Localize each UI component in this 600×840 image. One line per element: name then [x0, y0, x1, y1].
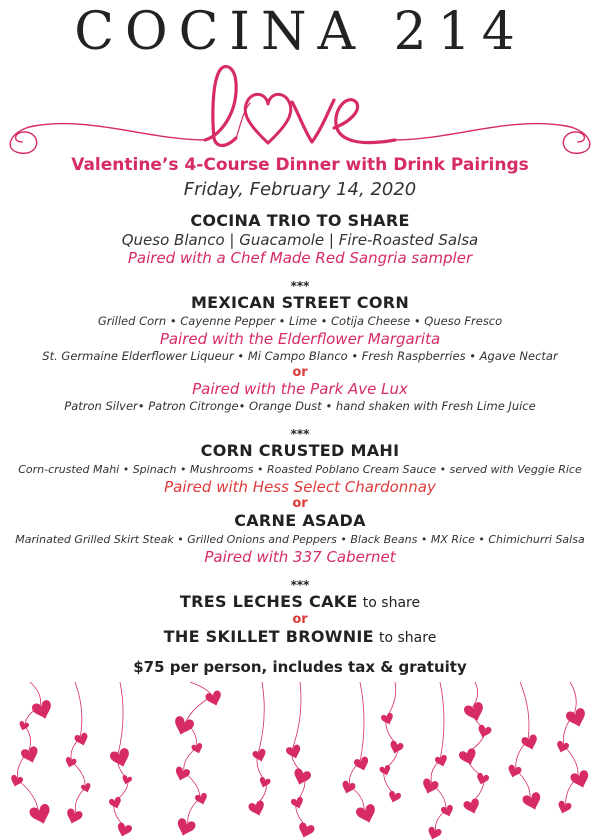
course2-pairing1-details: St. Germaine Elderflower Liqueur • Mi Campo Blanco • Fresh Raspberries • Agave Nectar [42, 349, 558, 363]
course2-pairing1: Paired with the Elderflower Margarita [159, 330, 441, 348]
love-script-logo [0, 58, 600, 158]
hanging-hearts-illustration [0, 682, 600, 840]
heart-icon [388, 740, 404, 756]
vine-line [17, 682, 40, 810]
separator: *** [290, 427, 310, 441]
heart-icon [252, 748, 268, 764]
course3-option2-title: CARNE ASADA [234, 511, 366, 530]
heart-icon [28, 803, 53, 827]
or-label: or [292, 365, 308, 380]
heart-icon [463, 701, 487, 724]
heart-icon [115, 822, 133, 839]
heart-icon [258, 776, 271, 789]
dessert-option2-suffix: to share [379, 630, 437, 646]
heart-icon [296, 822, 315, 840]
dessert-option1 [0, 592, 600, 612]
heart-icon [64, 808, 83, 826]
heart-icon [458, 747, 479, 767]
course3-option1-details: Corn-crusted Mahi • Spinach • Mushrooms • Roasted Poblano Cream Sauce • served with Veggie Rice [18, 463, 582, 476]
heart-icon [555, 740, 570, 754]
heart-icon [426, 826, 442, 840]
dessert-option1-suffix: to share [362, 595, 421, 611]
or-label: or [292, 496, 308, 511]
heart-icon [80, 783, 92, 794]
heart-icon [379, 764, 392, 777]
event-title: Valentine’s 4-Course Dinner with Drink Pairings [71, 155, 529, 175]
course3-option1-title: CORN CRUSTED MAHI [200, 441, 400, 460]
course2-pairing2: Paired with the Park Ave Lux [192, 380, 408, 398]
heart-icon [121, 775, 133, 786]
heart-icon [290, 796, 305, 810]
heart-icon [108, 796, 123, 810]
heart-icon [191, 742, 204, 755]
course3-option2-details: Marinated Grilled Skirt Steak • Grilled Onions and Peppers • Black Beans • MX Rice • Chimichurri Salsa [15, 533, 585, 546]
heart-icon [64, 756, 77, 769]
heart-icon [205, 690, 224, 708]
course2-pairing2-details: Patron Silver• Patron Citronge• Orange Dust • hand shaken with Fresh Lime Juice [64, 399, 536, 413]
heart-icon [171, 715, 195, 738]
heart-icon [20, 745, 41, 765]
heart-icon [194, 792, 209, 806]
heart-icon [31, 699, 55, 722]
vine-line [71, 682, 85, 814]
vine-line [466, 682, 486, 804]
course1-items: Queso Blanco | Guacamole | Fire-Roasted Salsa [121, 231, 479, 249]
heart-icon [174, 817, 196, 838]
heart-icon [521, 791, 543, 812]
separator: *** [290, 279, 310, 293]
vine-line [384, 682, 398, 796]
heart-icon [420, 778, 439, 796]
heart-icon [569, 769, 591, 790]
heart-icon [74, 732, 90, 748]
price-note: $75 per person, includes tax & gratuity [133, 658, 467, 676]
vine-line [184, 682, 212, 824]
heart-icon [285, 744, 303, 761]
course2-ingredients: Grilled Corn • Cayenne Pepper • Lime • Cotija Cheese • Queso Fresco [97, 314, 503, 328]
or-label: or [292, 612, 308, 627]
heart-icon [9, 774, 24, 788]
heart-icon [109, 747, 133, 770]
heart-icon [380, 712, 395, 726]
heart-icon [440, 804, 455, 818]
menu-content [0, 153, 600, 677]
course1-pairing: Paired with a Chef Made Red Sangria sampler [127, 249, 473, 267]
vine-line [349, 682, 364, 810]
heart-icon [475, 772, 490, 786]
restaurant-name: COCINA 214 [74, 2, 526, 62]
heart-icon [434, 754, 449, 768]
heart-icon [387, 790, 402, 804]
dessert-option1-title: TRES LECHES CAKE [179, 592, 358, 611]
course2-title: MEXICAN STREET CORN [190, 293, 410, 312]
separator: *** [290, 578, 310, 592]
heart-icon [463, 798, 482, 816]
vine-line [255, 682, 266, 806]
course3-option2-pairing: Paired with 337 Cabernet [204, 548, 396, 566]
dessert-option2-title: THE SKILLET BROWNIE [163, 627, 374, 646]
heart-icon [556, 800, 572, 816]
heart-icon [565, 707, 589, 730]
course3-option1-pairing: Paired with Hess Select Chardonnay [164, 478, 436, 496]
heart-icon [173, 766, 191, 783]
heart-icon [353, 756, 371, 773]
heart-icon [248, 800, 267, 818]
dessert-option2 [0, 627, 600, 647]
heart-icon [506, 764, 522, 780]
heart-icon [521, 734, 540, 752]
heart-icon [291, 767, 312, 787]
heart-icon [355, 803, 379, 826]
heart-icon [340, 780, 356, 796]
course1-title: COCINA TRIO TO SHARE [190, 211, 410, 230]
event-date: Friday, February 14, 2020 [183, 179, 417, 200]
heart-icon [476, 724, 492, 740]
